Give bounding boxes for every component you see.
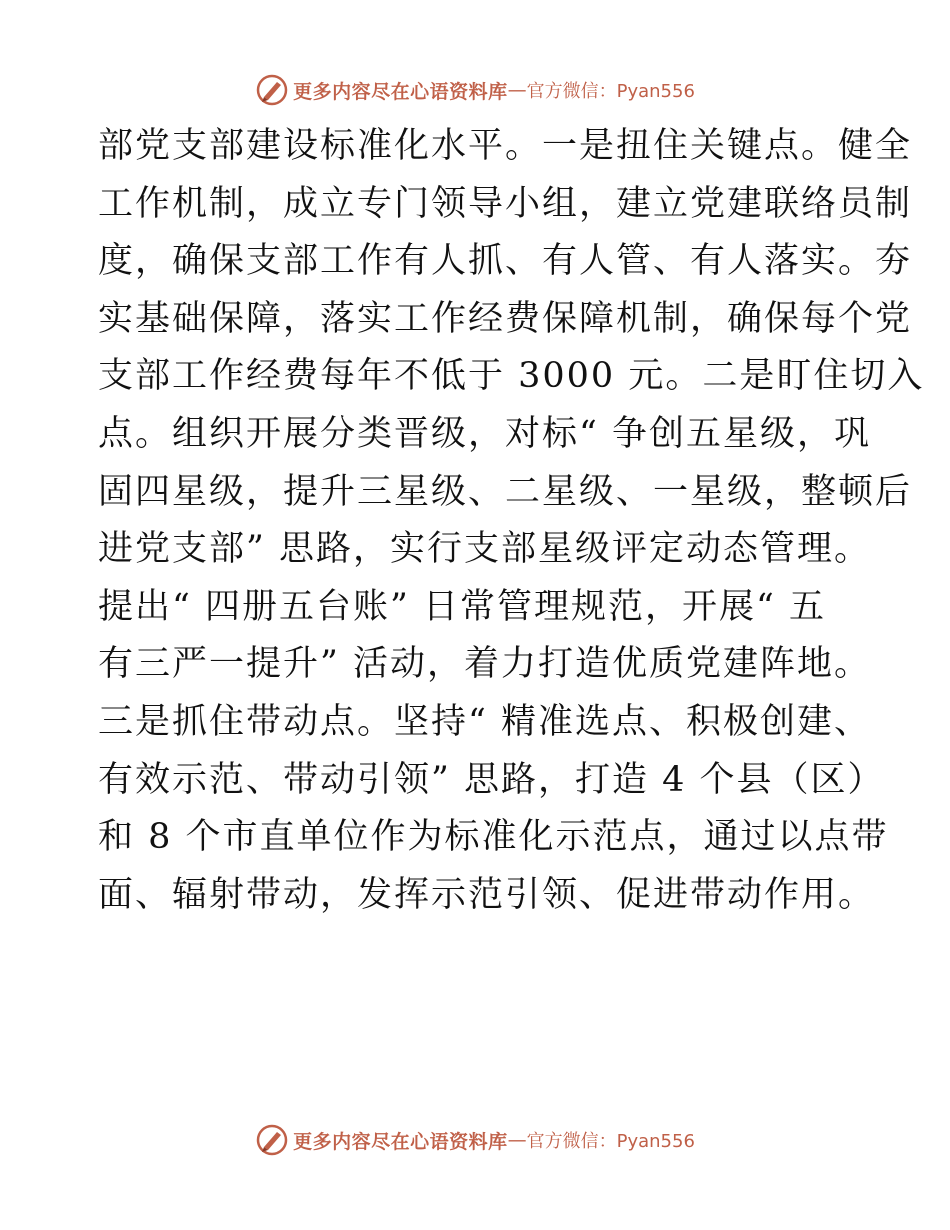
body-line: 面、辐射带动，发挥示范引领、促进带动作用。 [98,874,876,915]
body-line: 和 8 个市直单位作为标准化示范点，通过以点带 [98,817,889,858]
document-body [98,118,925,924]
body-line: 固四星级，提升三星级、二星级、一星级，整顿后 [98,471,913,512]
body-line: 提出“ 四册五台账” 日常管理规范，开展“ 五 [98,586,827,627]
body-line: 部党支部建设标准化水平。一是扭住关键点。健全 [98,126,913,166]
body-line: 点。组织开展分类晋级，对标“ 争创五星级，巩 [98,413,872,454]
banner-separator: — [507,79,527,101]
wechat-contact: 官方微信：Pyan556 [526,81,695,102]
banner-separator: — [507,1129,527,1151]
body-line: 进党支部” 思路，实行支部星级评定动态管理。 [98,529,872,570]
body-line: 有效示范、带动引领” 思路，打造 4 个县（区） [98,759,885,800]
body-line: 三是抓住带动点。坚持“ 精准选点、积极创建、 [98,701,872,742]
body-line: 支部工作经费每年不低于 3000 元。二是盯住切入 [98,356,925,397]
site-name: 更多内容尽在心语资料库 [293,80,508,103]
wechat-contact: 官方微信：Pyan556 [526,1131,695,1152]
body-line: 实基础保障，落实工作经费保障机制，确保每个党 [98,298,913,339]
body-line: 度，确保支部工作有人抓、有人管、有人落实。夯 [98,241,913,282]
site-name: 更多内容尽在心语资料库 [293,1130,508,1153]
pen-logo-icon [255,1123,289,1157]
footer-banner [0,1120,950,1160]
pen-logo-icon [255,73,289,107]
body-line: 有三严一提升” 活动，着力打造优质党建阵地。 [98,644,872,685]
body-line: 工作机制，成立专门领导小组，建立党建联络员制 [98,183,913,224]
header-banner [0,70,950,110]
